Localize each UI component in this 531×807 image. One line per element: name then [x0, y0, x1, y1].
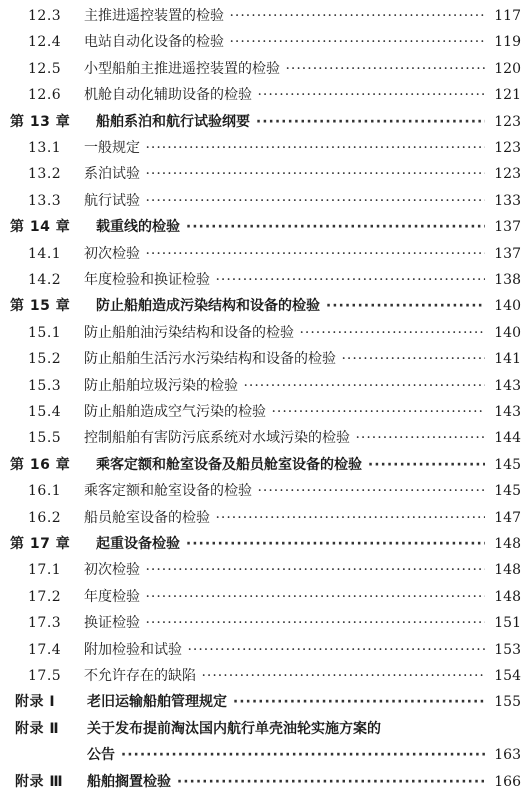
- page-number: 123: [491, 109, 521, 135]
- entry-title: 换证检验 ·····: [84, 610, 485, 636]
- entry-number: 13.1: [28, 140, 62, 156]
- entry-title: 机舱自动化辅助设备的检验 ·····: [84, 82, 485, 108]
- chapter-entry: [0, 214, 531, 240]
- section-entry: [0, 346, 531, 372]
- entry-title: 防止船舶造成空气污染的检验 ·····: [84, 399, 485, 425]
- entry-number: 附录 Ⅱ: [15, 720, 60, 737]
- entry-title: 航行试验 ·····: [84, 188, 485, 214]
- section-entry: [0, 399, 531, 425]
- entry-title: 附加检验和试验 ·····: [84, 637, 485, 663]
- page-number: 140: [491, 293, 521, 319]
- entry-title: 系泊试验 ·····: [84, 161, 485, 187]
- entry-title: 载重线的检验 ·····: [96, 214, 485, 240]
- chapter-entry: [0, 109, 531, 135]
- page-number: 141: [491, 346, 521, 372]
- entry-number: 17.5: [28, 668, 62, 684]
- page-number: 143: [491, 373, 521, 399]
- entry-number: 第 16 章: [10, 456, 71, 473]
- section-entry: [0, 3, 531, 29]
- section-entry: [0, 241, 531, 267]
- appendix-entry: [0, 742, 531, 768]
- entry-number: 12.3: [28, 8, 62, 24]
- page-number: 140: [491, 320, 521, 346]
- entry-title: 一般规定 ·····: [84, 135, 485, 161]
- section-entry: [0, 610, 531, 636]
- entry-title: 防止船舶造成污染结构和设备的检验 ·····: [96, 293, 485, 319]
- section-entry: [0, 320, 531, 346]
- page-number: 145: [491, 452, 521, 478]
- entry-number: 第 14 章: [10, 219, 71, 236]
- page-number: 148: [491, 531, 521, 557]
- page-number: 163: [491, 742, 521, 768]
- entry-title: 老旧运输船舶管理规定 ·····: [87, 689, 485, 715]
- page-number: 148: [491, 584, 521, 610]
- entry-title: 初次检验 ·····: [84, 557, 485, 583]
- entry-number: 第 15 章: [10, 298, 71, 315]
- appendix-entry: [0, 689, 531, 715]
- page-number: 117: [491, 3, 521, 29]
- section-entry: [0, 505, 531, 531]
- section-entry: [0, 161, 531, 187]
- page-number: 154: [491, 663, 521, 689]
- entry-title: 防止船舶油污染结构和设备的检验 ·····: [84, 320, 485, 346]
- section-entry: [0, 267, 531, 293]
- entry-number: 15.3: [28, 377, 62, 394]
- entry-number: 附录 I: [15, 694, 56, 711]
- entry-number: 16.2: [28, 509, 62, 526]
- entry-number: 12.5: [28, 60, 62, 77]
- page-number: 145: [491, 478, 521, 504]
- entry-title: 防止船舶生活污水污染结构和设备的检验 ·····: [84, 346, 485, 372]
- page-number: 143: [491, 399, 521, 425]
- page-number: 123: [491, 161, 521, 187]
- entry-number: 17.2: [28, 588, 62, 605]
- page-number: 151: [491, 610, 521, 636]
- page-number: 121: [491, 82, 521, 108]
- page-number: 144: [491, 425, 521, 451]
- entry-title: 不允许存在的缺陷 ·····: [84, 663, 485, 689]
- entry-title: 防止船舶垃圾污染的检验 ·····: [84, 373, 485, 399]
- entry-number: 16.1: [28, 483, 62, 500]
- appendix-entry: [0, 716, 531, 742]
- entry-title: 起重设备检验 ·····: [96, 531, 485, 557]
- entry-number: 17.3: [28, 615, 62, 632]
- entry-number: 15.5: [28, 430, 62, 447]
- entry-number: 13.3: [28, 192, 62, 209]
- entry-number: 15.4: [28, 404, 62, 420]
- page-number: 166: [491, 769, 521, 795]
- section-entry: [0, 584, 531, 610]
- chapter-entry: [0, 531, 531, 557]
- entry-title: 初次检验 ·····: [84, 241, 485, 267]
- entry-title: 年度检验 ·····: [84, 584, 485, 610]
- entry-title: 关于发布提前淘汰国内航行单壳油轮实施方案的: [87, 720, 381, 737]
- chapter-entry: [0, 293, 531, 319]
- entry-title: 主推进遥控装置的检验 ·····: [84, 3, 485, 29]
- page-number: 123: [491, 135, 521, 161]
- entry-number: 12.4: [28, 34, 62, 51]
- chapter-entry: [0, 452, 531, 478]
- entry-number: 第 17 章: [10, 536, 71, 552]
- page-number: 138: [491, 267, 521, 293]
- page-number: 119: [491, 29, 521, 55]
- page-number: 153: [491, 637, 521, 663]
- section-entry: [0, 663, 531, 689]
- entry-number: 15.1: [28, 324, 62, 341]
- entry-title: 年度检验和换证检验 ·····: [84, 267, 485, 293]
- page-number: 133: [491, 188, 521, 214]
- section-entry: [0, 425, 531, 451]
- page-number: 137: [491, 241, 521, 267]
- entry-title: 乘客定额和舱室设备及船员舱室设备的检验 ·····: [96, 452, 485, 478]
- page-number: 148: [491, 557, 521, 583]
- entry-title: 电站自动化设备的检验 ·····: [84, 29, 485, 55]
- section-entry: [0, 29, 531, 55]
- section-entry: [0, 82, 531, 108]
- page-number: 155: [491, 689, 521, 715]
- entry-title: 船舶系泊和航行试验纲要 ·····: [96, 109, 485, 135]
- entry-number: 附录 Ⅲ: [15, 773, 64, 790]
- section-entry: [0, 637, 531, 663]
- entry-title: 乘客定额和舱室设备的检验 ·····: [84, 478, 485, 504]
- entry-number: 17.4: [28, 641, 62, 658]
- section-entry: [0, 188, 531, 214]
- section-entry: [0, 135, 531, 161]
- entry-title: 公告 ·····: [87, 742, 485, 768]
- appendix-entry: [0, 769, 531, 795]
- entry-number: 13.2: [28, 166, 62, 183]
- section-entry: [0, 557, 531, 583]
- page-number: 137: [491, 214, 521, 240]
- entry-title: 小型船舶主推进遥控装置的检验 ·····: [84, 56, 485, 82]
- entry-number: 14.1: [28, 245, 62, 262]
- section-entry: [0, 373, 531, 399]
- section-entry: [0, 56, 531, 82]
- entry-title: 船员舱室设备的检验 ·····: [84, 505, 485, 531]
- entry-number: 14.2: [28, 272, 62, 288]
- section-entry: [0, 478, 531, 504]
- entry-title: 船舶搁置检验 ·····: [87, 769, 485, 795]
- entry-number: 17.1: [28, 562, 62, 579]
- page-number: 147: [491, 505, 521, 531]
- entry-title: 控制船舶有害防污底系统对水域污染的检验 ·····: [84, 425, 485, 451]
- entry-number: 15.2: [28, 351, 62, 368]
- page-number: 120: [491, 56, 521, 82]
- entry-number: 第 13 章: [10, 113, 71, 130]
- entry-number: 12.6: [28, 87, 62, 104]
